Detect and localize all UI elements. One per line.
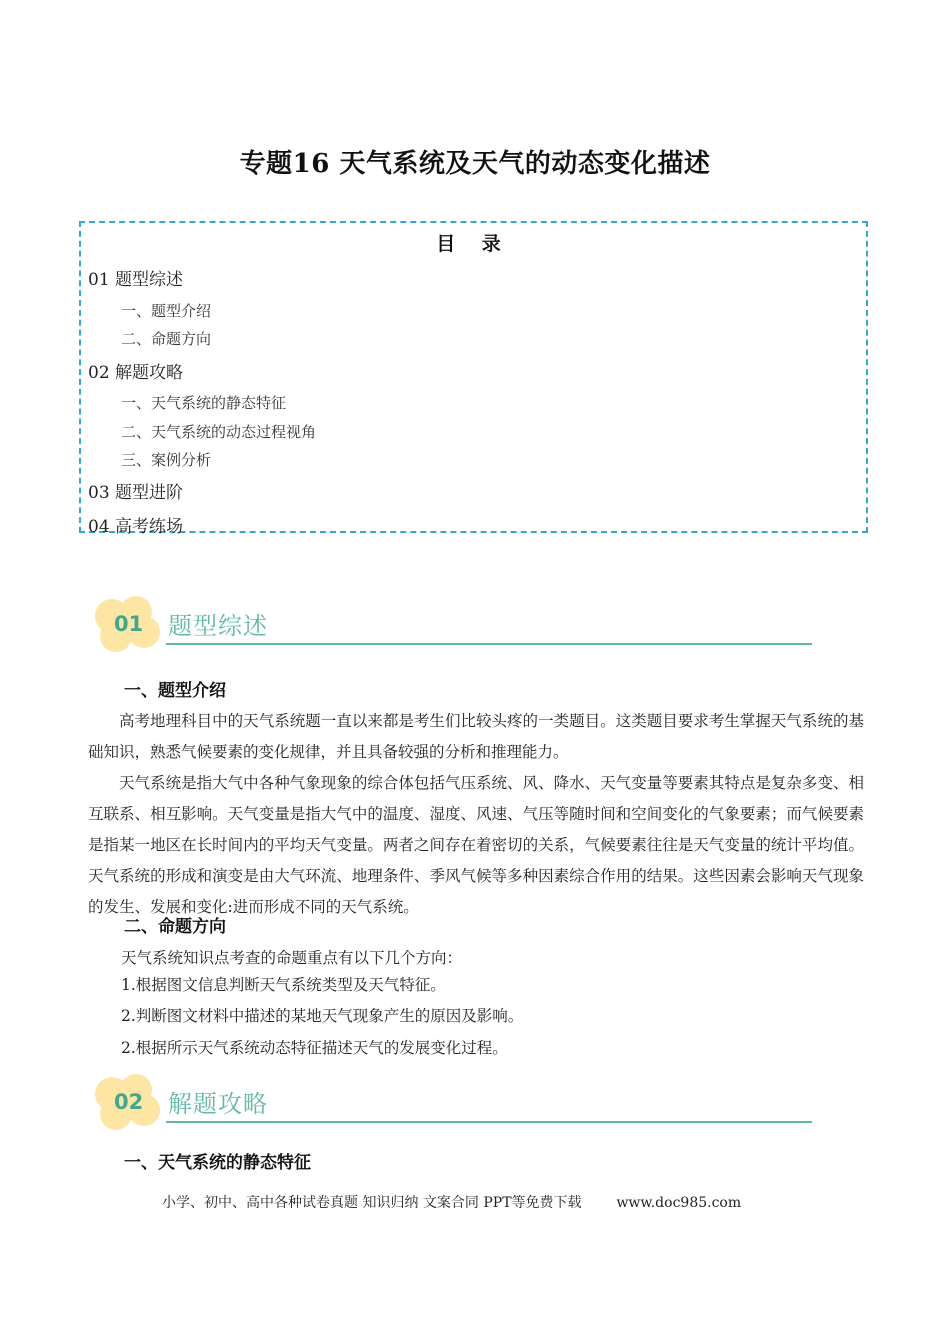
direction-intro: 天气系统知识点考查的命题重点有以下几个方向： [121, 949, 463, 967]
toc-item[interactable]: 04 高考练场 [88, 517, 184, 537]
toc-item[interactable]: 03 题型进阶 [88, 483, 184, 503]
section-banner-01 [92, 594, 812, 654]
toc-item[interactable]: 三、案例分析 [121, 451, 212, 469]
section-label: 题型综述 [168, 612, 268, 640]
toc-heading: 目 录 [436, 233, 511, 255]
toc-item[interactable]: 02 解题攻略 [88, 363, 184, 383]
section-rule [166, 643, 812, 645]
toc-item[interactable]: 二、命题方向 [121, 330, 212, 348]
page-footer [162, 1192, 741, 1212]
toc-item[interactable]: 二、天气系统的动态过程视角 [121, 423, 317, 441]
subsection-heading: 二、命题方向 [124, 917, 226, 937]
section-rule [166, 1121, 812, 1123]
toc-item[interactable]: 一、题型介绍 [121, 302, 212, 320]
section-banner-02 [92, 1072, 812, 1132]
toc-item[interactable]: 一、天气系统的静态特征 [121, 394, 287, 412]
toc-item[interactable]: 01 题型综述 [88, 270, 184, 290]
section-label: 解题攻略 [168, 1090, 268, 1118]
page-title: 专题16 天气系统及天气的动态变化描述 [239, 149, 711, 179]
table-of-contents [79, 221, 868, 537]
section-number: 02 [114, 1090, 144, 1114]
direction-item: 2.判断图文材料中描述的某地天气现象产生的原因及影响。 [121, 1007, 524, 1025]
section-number: 01 [114, 612, 144, 636]
subsection-heading: 一、题型介绍 [124, 681, 226, 701]
footer-url-link[interactable]: www.doc985.com [616, 1195, 742, 1211]
subsection-heading: 一、天气系统的静态特征 [124, 1153, 311, 1173]
paragraph: 高考地理科目中的天气系统题一直以来都是考生们比较头疼的一类题目。这类题目要求考生掌握天气系统的基础知识，熟悉气候要素的变化规律，并且具备较强的分析和推理能力。 [88, 712, 864, 761]
paragraph: 天气系统是指大气中各种气象现象的综合体包括气压系统、风、降水、天气变量等要素其特点是复杂多变、相互联系、相互影响。天气变量是指大气中的温度、湿度、风速、气压等随时间和空间变化的气象要素；而气候要素是指某一地区在长时间内的平均天气变量。两者之间存在着密切的关系，气候要素往往是天气变量的统计平均值。天气系统的形成和演变是由大气环流、地理条件、季风气候等多种因素综合作用的结果。这些因素会影响天气现象的发生、发展和变化:进而形成不同的天气系统。 [88, 774, 864, 916]
direction-item: 2.根据所示天气系统动态特征描述天气的发展变化过程。 [121, 1039, 508, 1057]
direction-item: 1.根据图文信息判断天气系统类型及天气特征。 [121, 976, 446, 994]
footer-text: 小学、初中、高中各种试卷真题 知识归纳 文案合同 PPT等免费下载 [162, 1195, 582, 1211]
